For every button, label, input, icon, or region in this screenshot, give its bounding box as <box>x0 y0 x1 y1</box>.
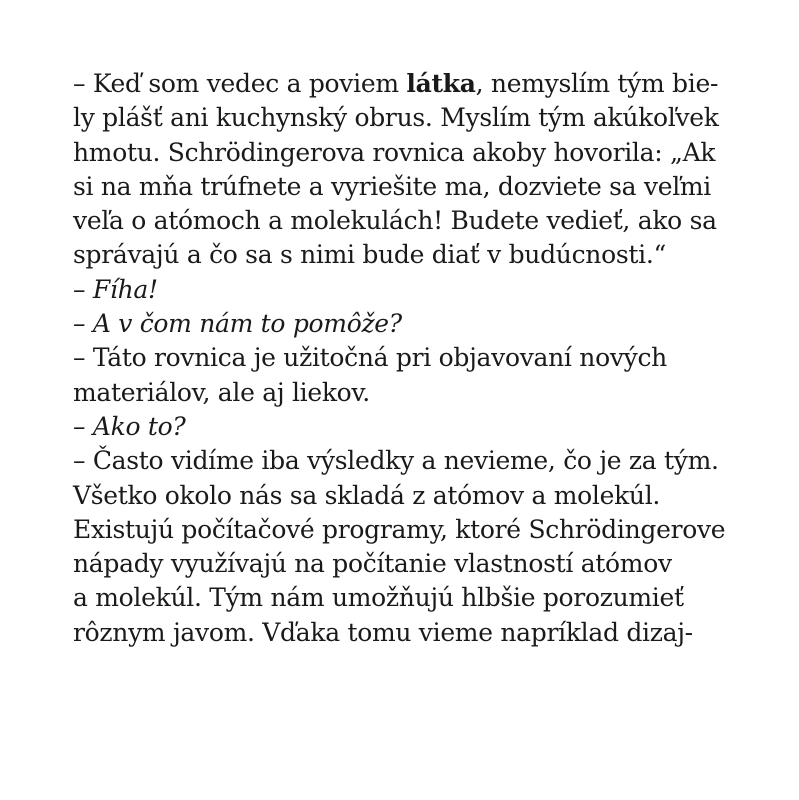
paragraph-line-14: Existujú počítačové programy, ktoré Schrödingerove <box>73 514 726 544</box>
paragraph-line-2: ly plášť ani kuchynský obrus. Myslím tým akúkoľvek <box>73 103 719 133</box>
text-page <box>73 67 733 650</box>
paragraph-line-4: si na mňa trúfnete a vyriešite ma, dozviete sa veľmi <box>73 171 712 201</box>
bold-term: látka <box>406 69 476 98</box>
paragraph-line-6: správajú a čo sa s nimi bude diať v budúcnosti.“ <box>73 240 666 270</box>
dialogue-line-italic: – A v čom nám to pomôže? <box>73 309 402 339</box>
line-text: – Keď som vedec a poviem <box>73 69 407 98</box>
dialogue-line-italic: – Fíha! <box>73 274 158 304</box>
paragraph-line-17: rôznym javom. Vďaka tomu vieme napríklad dizaj- <box>73 617 693 647</box>
paragraph-line-10: materiálov, ale aj liekov. <box>73 377 370 407</box>
paragraph-line-15: nápady využívajú na počítanie vlastností atómov <box>73 549 672 579</box>
paragraph-line-12: – Často vidíme iba výsledky a nevieme, čo je za tým. <box>73 446 719 476</box>
paragraph-line-16: a molekúl. Tým nám umožňujú hlbšie porozumieť <box>73 583 684 613</box>
dialogue-line-italic: – Ako to? <box>73 411 186 441</box>
paragraph-line-9: – Táto rovnica je užitočná pri objavovaní nových <box>73 343 667 373</box>
paragraph-line-13: Všetko okolo nás sa skladá z atómov a molekúl. <box>73 480 661 510</box>
paragraph-line-3: hmotu. Schrödingerova rovnica akoby hovorila: „Ak <box>73 137 716 167</box>
line-text: , nemyslím tým bie- <box>475 69 719 98</box>
paragraph-line-5: veľa o atómoch a molekulách! Budete vedieť, ako sa <box>73 206 717 236</box>
paragraph-line-1 <box>73 67 733 101</box>
